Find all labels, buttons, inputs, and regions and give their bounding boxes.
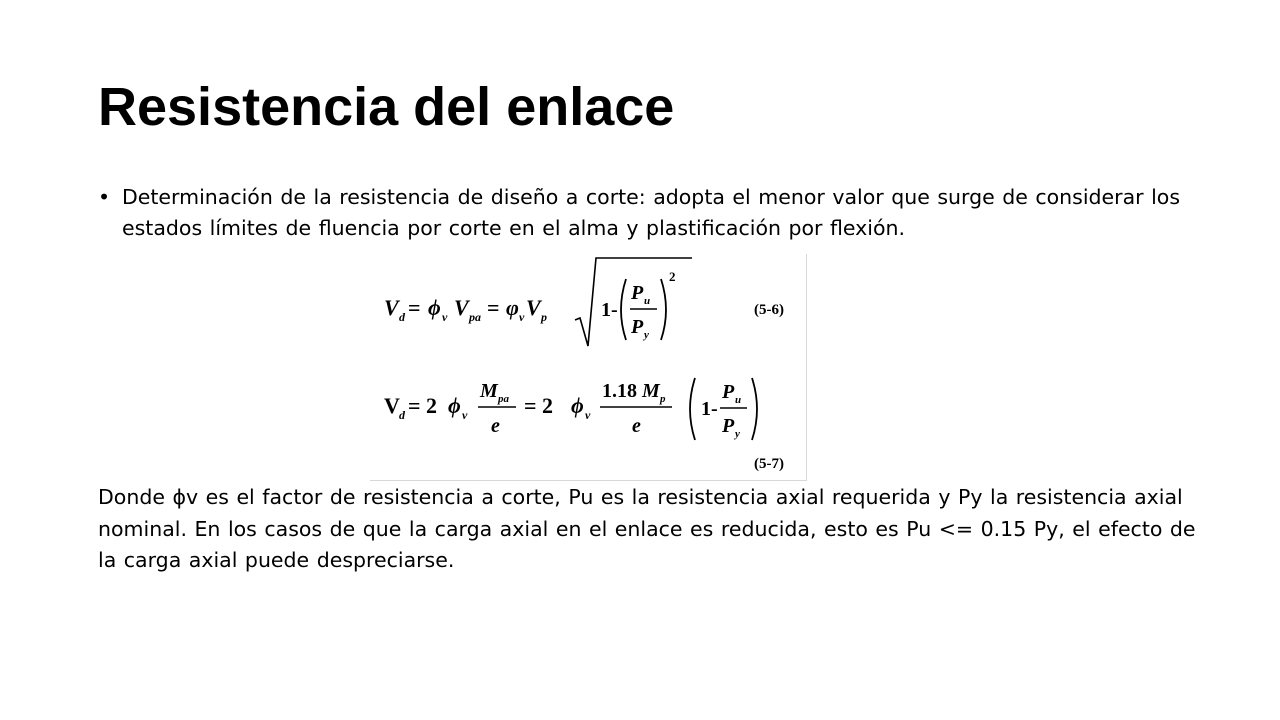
svg-text:P: P (631, 282, 644, 304)
svg-text:V: V (454, 295, 469, 320)
equation-5-7 (384, 378, 784, 472)
svg-text:V: V (384, 295, 399, 320)
svg-text:p: p (541, 310, 547, 324)
svg-text:e: e (632, 415, 641, 437)
svg-text:u: u (644, 295, 651, 307)
svg-text:2: 2 (669, 269, 676, 284)
svg-text:y: y (735, 428, 740, 440)
svg-text:V: V (384, 393, 400, 418)
svg-text:φ: φ (506, 295, 519, 320)
svg-text:v: v (462, 408, 468, 422)
svg-text:e: e (491, 415, 500, 437)
svg-text:P: P (722, 381, 735, 403)
formula-graphic (370, 254, 806, 480)
svg-text:ϕ: ϕ (571, 393, 584, 418)
svg-text:p: p (660, 393, 666, 405)
svg-text:ϕ: ϕ (448, 393, 461, 418)
svg-text:d: d (399, 408, 405, 422)
svg-text:pa: pa (498, 393, 509, 405)
svg-text:V: V (526, 295, 541, 320)
bullet-marker: • (98, 185, 111, 209)
svg-text:= 2: = 2 (408, 393, 438, 418)
svg-text:=: = (408, 295, 421, 320)
svg-text:v: v (442, 310, 448, 324)
svg-text:P: P (631, 316, 644, 338)
formula-image (370, 254, 807, 481)
formula-number-5-7: (5-7) (754, 456, 784, 472)
svg-text:M: M (642, 380, 660, 402)
svg-text:1.18: 1.18 (602, 380, 637, 402)
svg-text:y: y (644, 329, 649, 341)
slide-title: Resistencia del enlace (98, 77, 675, 137)
bullet-item (98, 182, 1188, 244)
formula-number-5-6: (5-6) (754, 302, 784, 318)
svg-text:u: u (735, 394, 742, 406)
svg-text:ϕ: ϕ (428, 295, 441, 320)
svg-text:1-: 1- (701, 398, 718, 420)
svg-text:pa: pa (469, 310, 481, 324)
equation-5-6 (384, 258, 784, 346)
svg-text:=: = (487, 295, 500, 320)
svg-text:1-: 1- (601, 299, 618, 321)
svg-text:M: M (480, 380, 498, 402)
svg-text:= 2: = 2 (524, 393, 554, 418)
note-paragraph: Donde ϕv es el factor de resistencia a corte, Pu es la resistencia axial requerida y Py la resistencia axial nominal. En los casos de que la carga axial en el enlace es reducida, esto es Pu <= 0.15 Py, el efecto de la carga axial puede despreciarse. (98, 485, 1196, 572)
svg-text:d: d (399, 310, 405, 324)
svg-text:v: v (519, 310, 525, 324)
bullet-text: Determinación de la resistencia de diseño a corte: adopta el menor valor que surge de considerar los estados límites de fluencia por corte en el alma y plastificación por flexión. (122, 185, 1181, 240)
svg-text:v: v (585, 408, 591, 422)
svg-text:P: P (722, 415, 735, 437)
